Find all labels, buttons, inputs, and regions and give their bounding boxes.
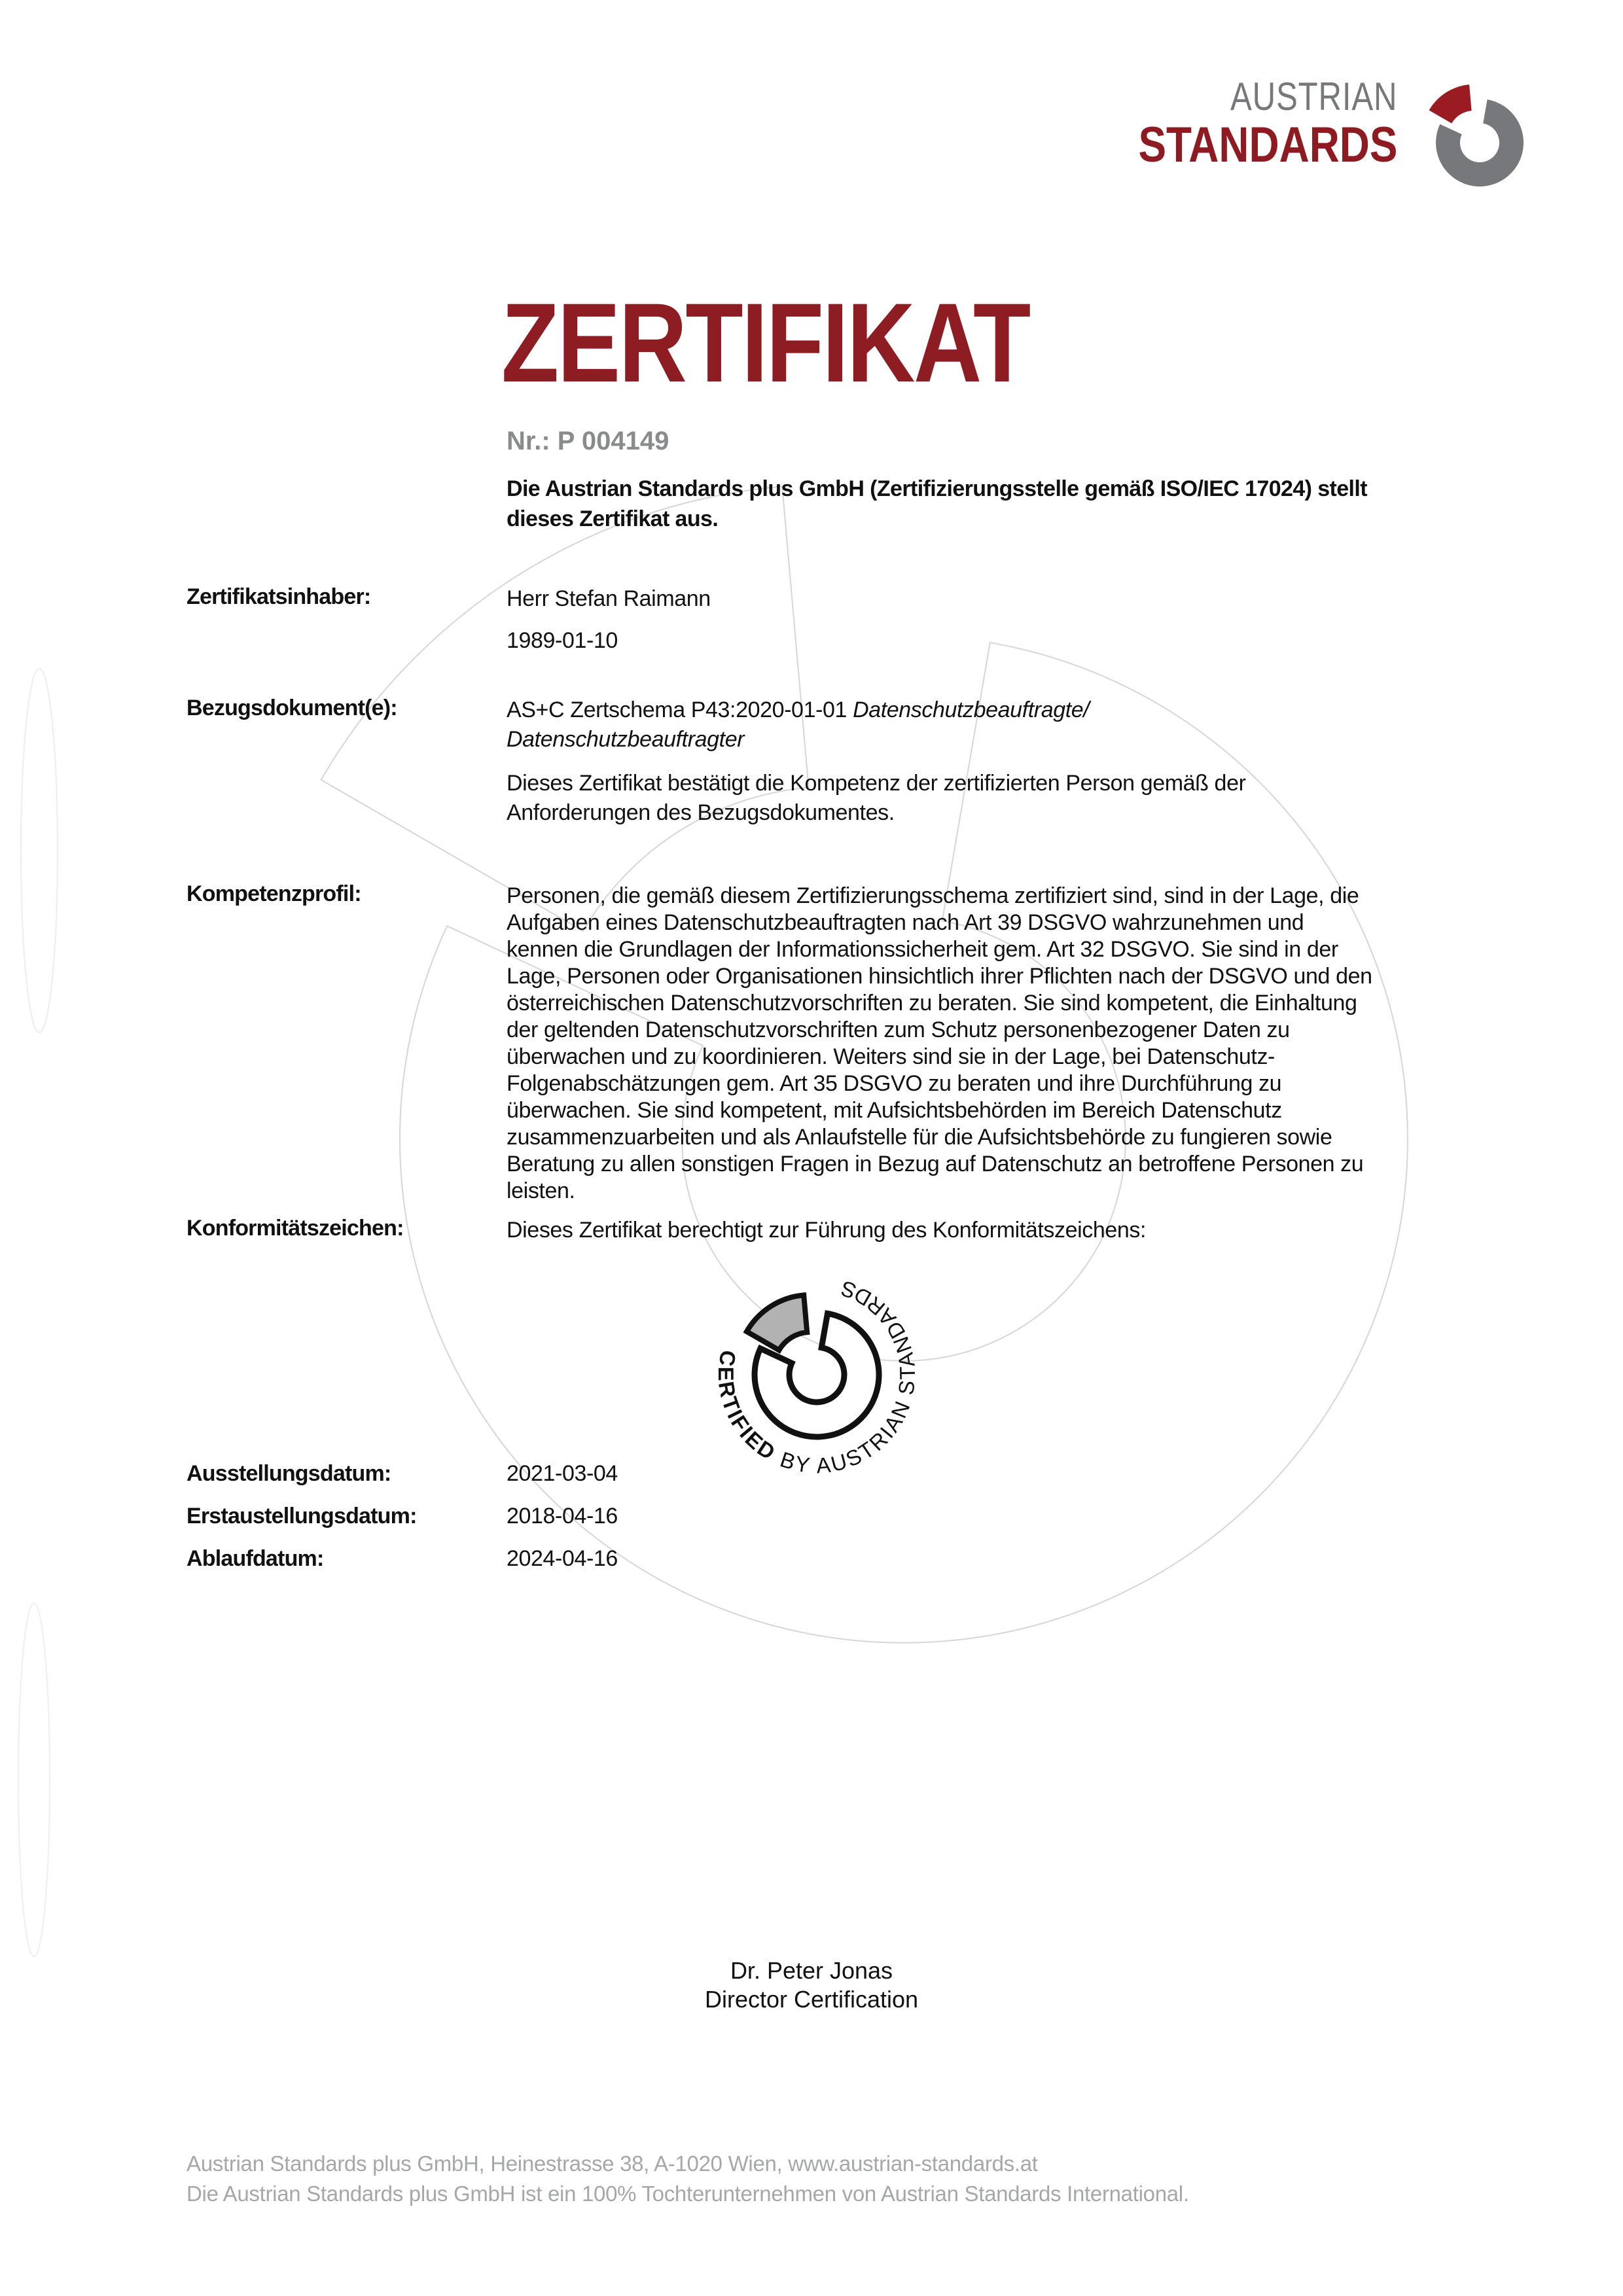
competence-label: Kompetenzprofil: [187,881,361,906]
certificate-number: Nr.: P 004149 [507,427,669,455]
austrian-standards-logo [1089,75,1397,173]
crease-mark [0,0,131,2296]
logo-austrian-text: AUSTRIAN [1230,75,1397,118]
conformity-text: Dieses Zertifikat berechtigt zur Führung des Konformitätszeichens: [507,1218,1147,1243]
first-issue-date-value: 2018-04-16 [507,1504,618,1528]
signature-name: Dr. Peter Jonas [730,1957,893,1984]
competence-text: Personen, die gemäß diesem Zertifizierungsschema zertifiziert sind, sind in der Lage, die Aufgaben eines Datenschutzbeauftragten nach Art 39 DSGVO wahrzunehmen und kennen die Grundlagen der Informationssicherheit gem. Art 32 DSGVO. Sie sind in der Lage, Personen oder Organisationen hinsichtlich ihrer Pflichten nach der DSGVO und den österreichischen Datenschutzvorschriften zu beraten. Sie sind kompetent, die Einhaltung der geltenden Datenschutzvorschriften zum Schutz personenbezogener Daten zu überwachen und zu koordinieren. Weiters sind sie in der Lage, bei Datenschutz-Folgenabschätzungen gem. Art 35 DSGVO zu beraten und ihre Durchführung zu überwachen. Sie sind kompetent, mit Aufsichtsbehörden im Bereich Datenschutz zusammenzuarbeiten und als Anlaufstelle für die Aufsichtsbehörde zu fungieren sowie Beratung zu allen sonstigen Fragen in Bezug auf Datenschutz an betroffene Personen zu leisten. [507,883,1372,1203]
issue-date-value: 2021-03-04 [507,1461,618,1486]
reference-document [507,696,1259,754]
signature-block [0,1956,1623,2014]
issuer-statement: Die Austrian Standards plus GmbH (Zertifizierungsstelle gemäß ISO/IEC 17024) stellt dieses Zertifikat aus. [507,476,1367,531]
conformity-label: Konformitätszeichen: [187,1216,404,1241]
footer-ownership-line: Die Austrian Standards plus GmbH ist ein 100% Tochterunternehmen von Austrian Standards International. [187,2181,1189,2206]
holder-label: Zertifikatsinhaber: [187,584,371,609]
expiry-date-value: 2024-04-16 [507,1546,618,1571]
expiry-date-label: Ablaufdatum: [187,1546,324,1571]
footer-address-line: Austrian Standards plus GmbH, Heinestrasse 38, A-1020 Wien, www.austrian-standards.at [187,2151,1038,2176]
reference-document-id: AS+C Zertschema P43:2020-01-01 [507,698,853,722]
holder-birthdate: 1989-01-10 [507,628,618,653]
reference-label: Bezugsdokument(e): [187,696,397,720]
first-issue-date-label: Erstaustellungsdatum: [187,1504,417,1528]
page-title: ZERTIFIKAT [501,280,1029,406]
reference-document-scheme: Datenschutzbeauftragte/ Datenschutzbeauftragter [507,698,1090,752]
holder-name: Herr Stefan Raimann [507,586,711,611]
reference-note: Dieses Zertifikat bestätigt die Kompetenz der zertifizierten Person gemäß der Anforderungen des Bezugsdokumentes. [507,771,1246,825]
seal-curved-text: CERTIFIEDBY AUSTRIAN STANDARDS [713,1275,920,1478]
austrian-standards-ring-icon [1411,71,1542,202]
logo-standards-text: STANDARDS [1137,117,1397,173]
issue-date-label: Ausstellungsdatum: [187,1461,391,1486]
footer [187,2149,1189,2209]
conformity-seal-icon [699,1254,935,1489]
signature-role: Director Certification [704,1986,919,2013]
